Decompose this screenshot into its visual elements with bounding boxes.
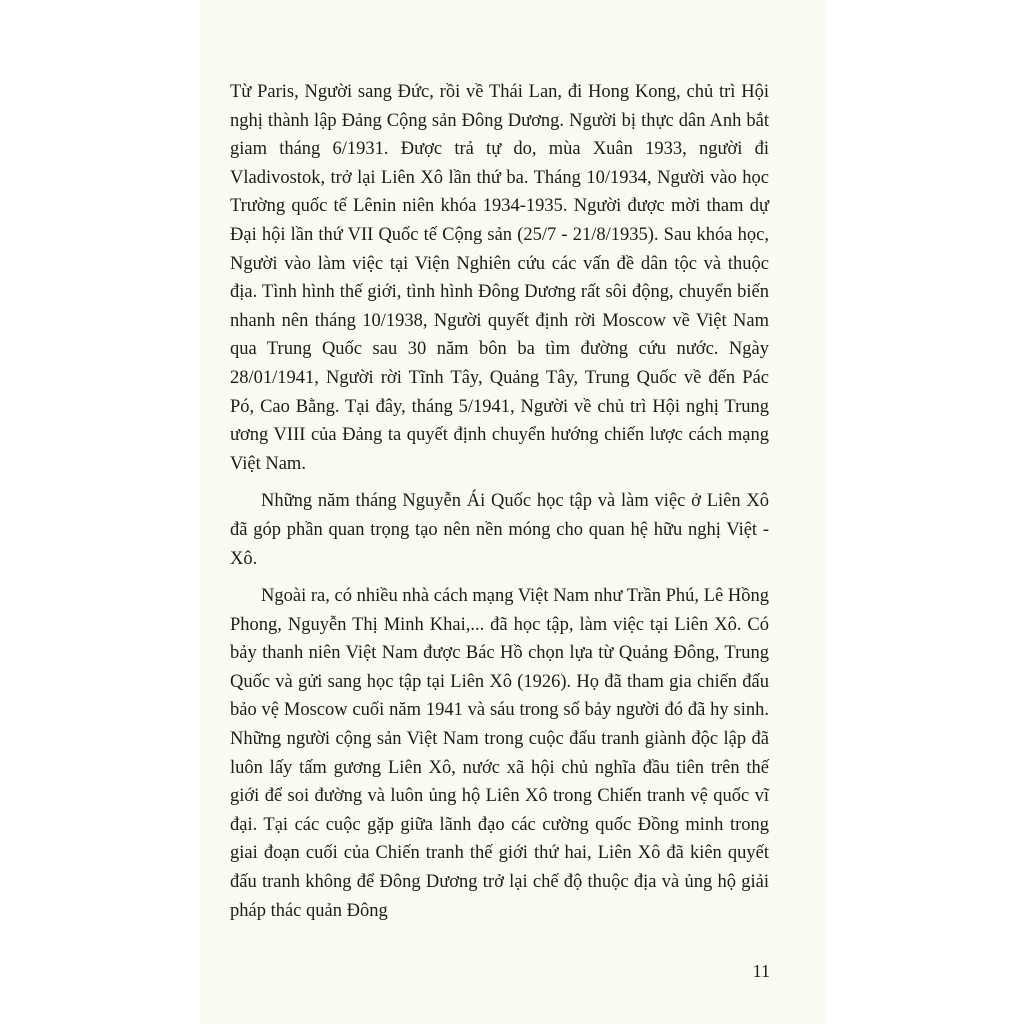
book-page: [200, 0, 826, 1024]
body-text: [230, 78, 769, 925]
page-number: 11: [752, 961, 770, 981]
paragraph: Những năm tháng Nguyễn Ái Quốc học tập và làm việc ở Liên Xô đã góp phần quan trọng tạo nên nền móng cho quan hệ hữu nghị Việt - Xô.: [230, 491, 769, 569]
paragraph: Từ Paris, Người sang Đức, rồi về Thái Lan, đi Hong Kong, chủ trì Hội nghị thành lập Đảng Cộng sản Đông Dương. Người bị thực dân Anh bắt giam tháng 6/1931. Được trả tự do, mùa Xuân 1933, người đi Vladivostok, trở lại Liên Xô lần thứ ba. Tháng 10/1934, Người vào học Trường quốc tế Lênin niên khóa 1934-1935. Người được mời tham dự Đại hội lần thứ VII Quốc tế Cộng sản (25/7 - 21/8/1935). Sau khóa học, Người vào làm việc tại Viện Nghiên cứu các vấn đề dân tộc và thuộc địa. Tình hình thế giới, tình hình Đông Dương rất sôi động, chuyển biến nhanh nên tháng 10/1938, Người quyết định rời Moscow về Việt Nam qua Trung Quốc sau 30 năm bôn ba tìm đường cứu nước. Ngày 28/01/1941, Người rời Tĩnh Tây, Quảng Tây, Trung Quốc về đến Pác Pó, Cao Bằng. Tại đây, tháng 5/1941, Người về chủ trì Hội nghị Trung ương VIII của Đảng ta quyết định chuyển hướng chiến lược cách mạng Việt Nam.: [230, 82, 769, 474]
paragraph: Ngoài ra, có nhiều nhà cách mạng Việt Nam như Trần Phú, Lê Hồng Phong, Nguyễn Thị Minh Khai,... đã học tập, làm việc tại Liên Xô. Có bảy thanh niên Việt Nam được Bác Hồ chọn lựa từ Quảng Đông, Trung Quốc và gửi sang học tập tại Liên Xô (1926). Họ đã tham gia chiến đấu bảo vệ Moscow cuối năm 1941 và sáu trong số bảy người đó đã hy sinh. Những người cộng sản Việt Nam trong cuộc đấu tranh giành độc lập đã luôn lấy tấm gương Liên Xô, nước xã hội chủ nghĩa đầu tiên trên thế giới để soi đường và luôn ủng hộ Liên Xô trong Chiến tranh vệ quốc vĩ đại. Tại các cuộc gặp giữa lãnh đạo các cường quốc Đồng minh trong giai đoạn cuối của Chiến tranh thế giới thứ hai, Liên Xô đã kiên quyết đấu tranh không để Đông Dương trở lại chế độ thuộc địa và ủng hộ giải pháp thác quản Đông: [230, 586, 769, 921]
